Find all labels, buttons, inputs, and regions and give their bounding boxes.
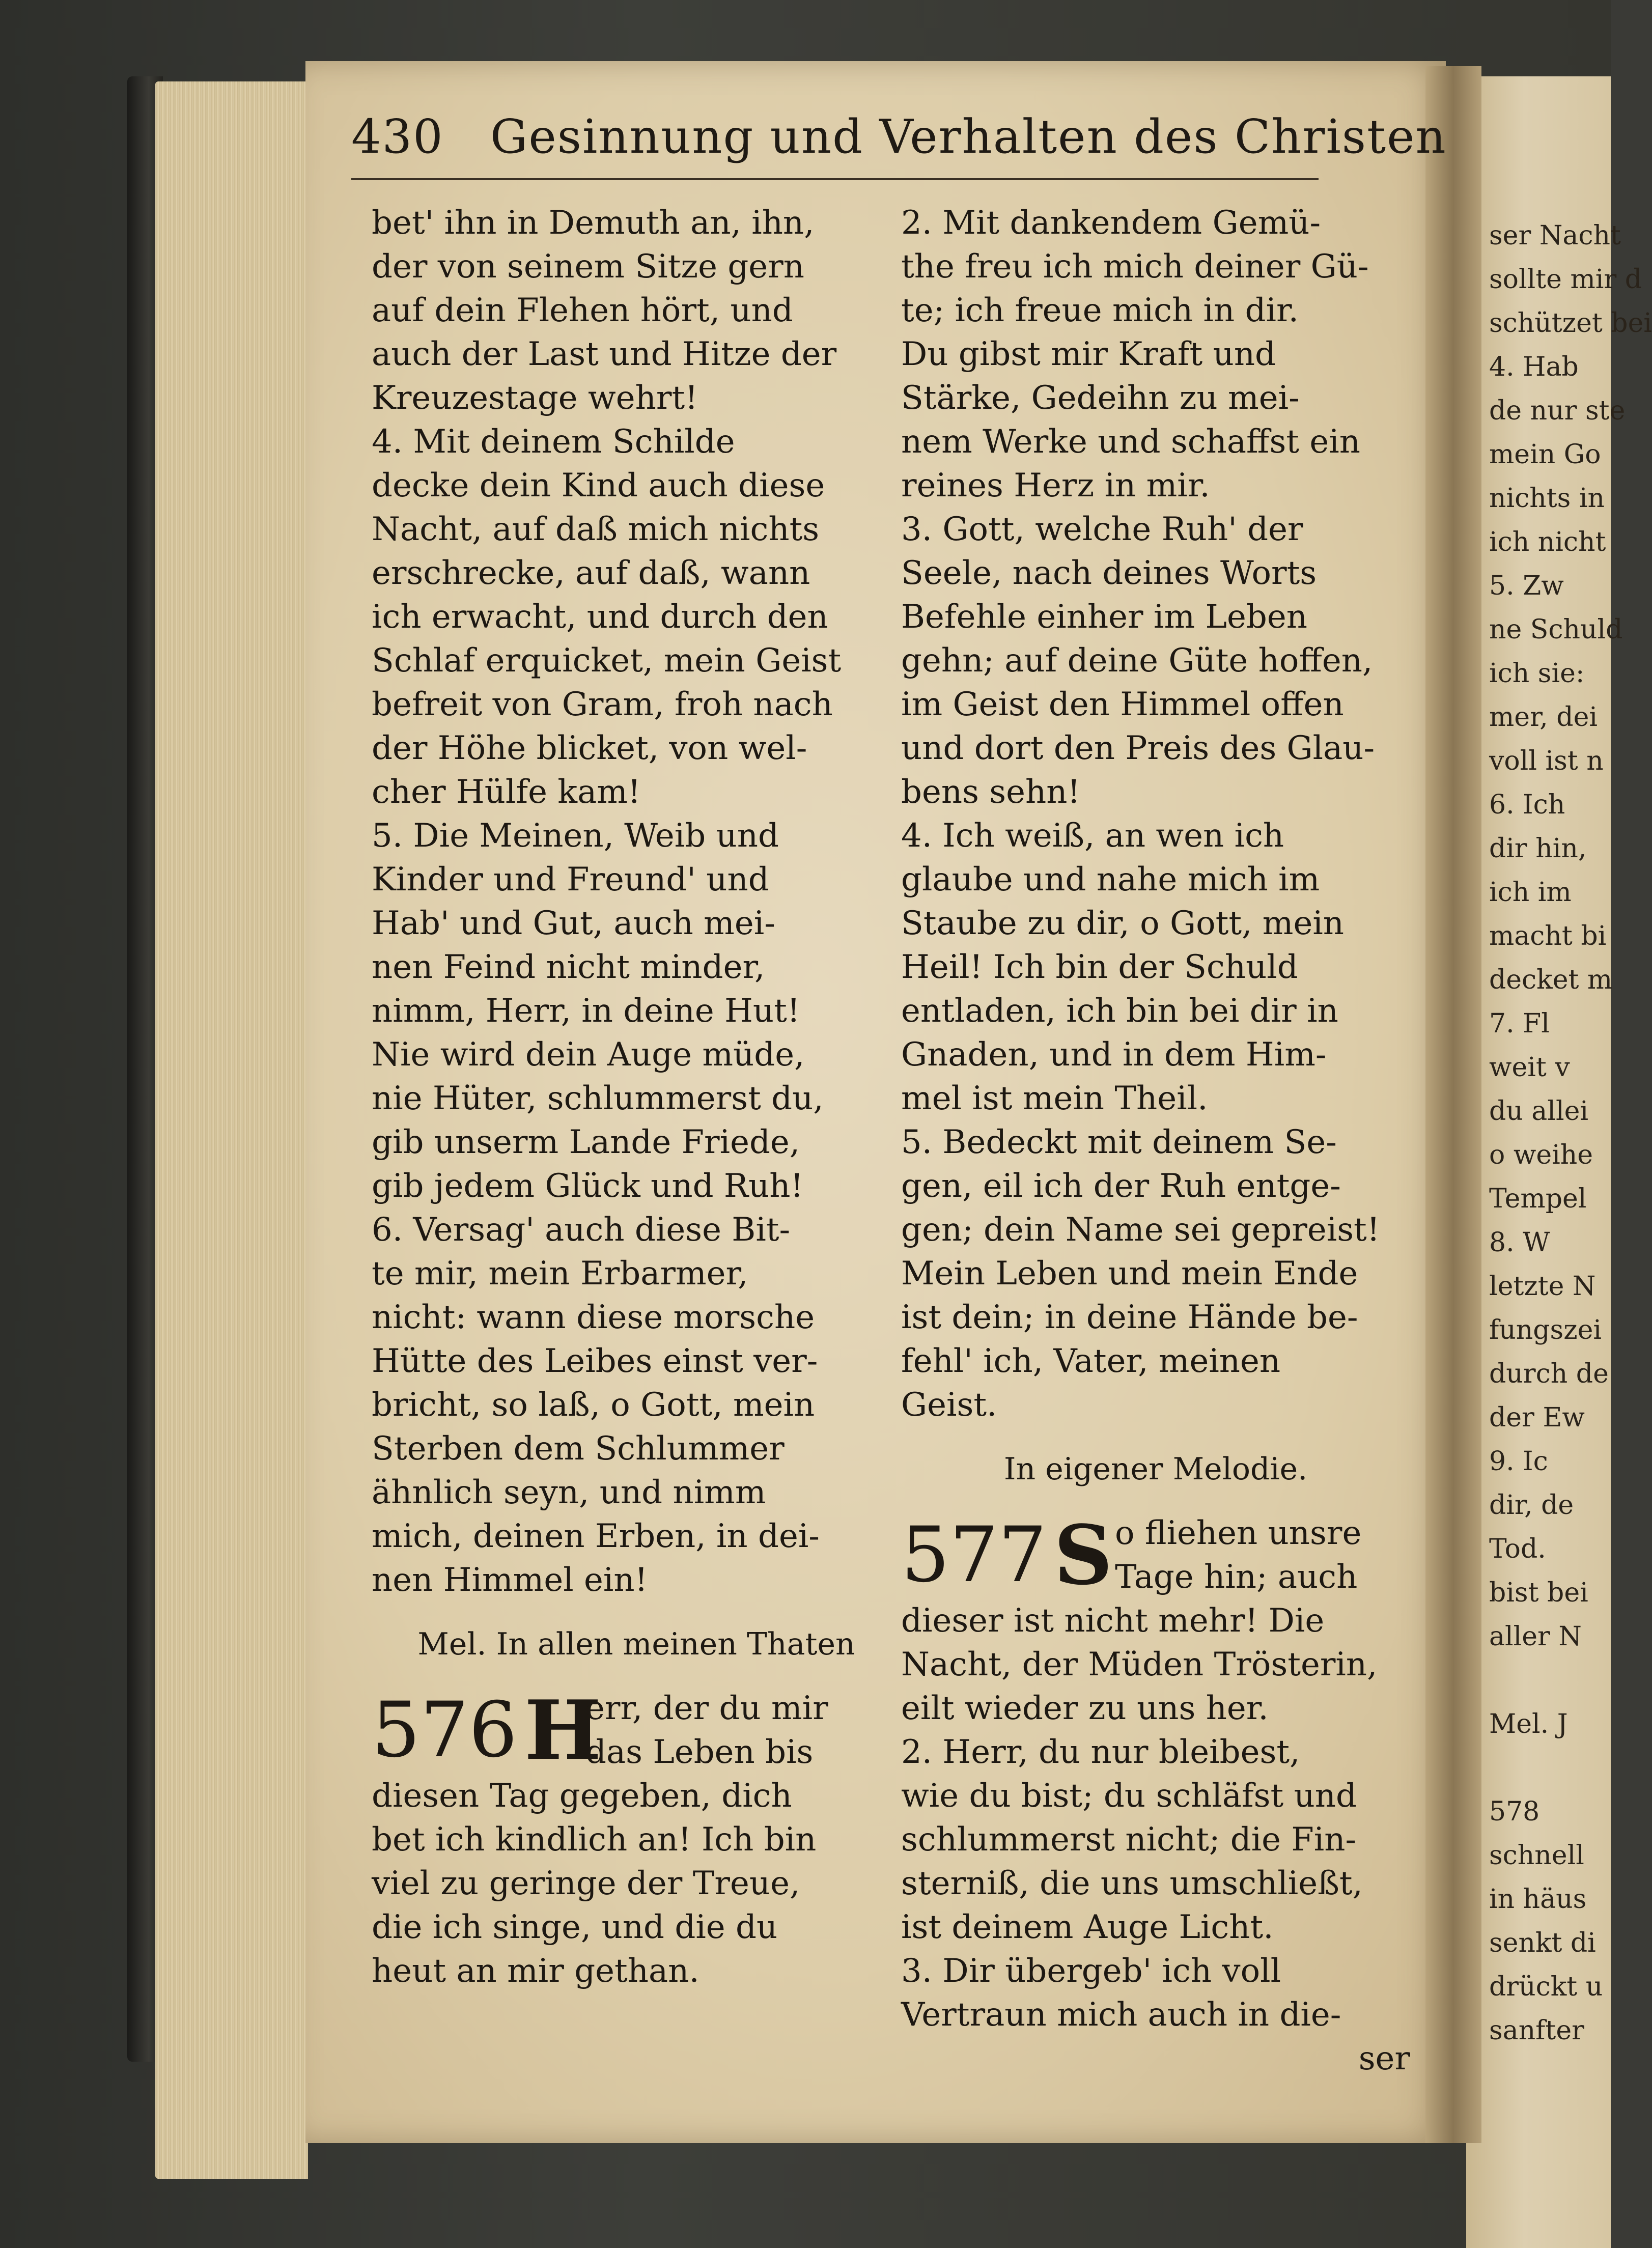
- text-line: ser Nacht: [1489, 220, 1621, 251]
- text-line: bet ich kindlich an! Ich bin: [372, 1821, 817, 1859]
- page-edges: [155, 81, 308, 2179]
- catchword: ser: [1358, 2040, 1410, 2077]
- text-line: durch de: [1489, 1359, 1609, 1389]
- text-line: mel ist mein Theil.: [901, 1080, 1208, 1117]
- right-column: [901, 201, 1410, 2081]
- text-line: schützet bei: [1489, 308, 1652, 339]
- text-line: weit v: [1489, 1052, 1570, 1083]
- text-line: das Leben bis: [585, 1733, 814, 1771]
- text-line: Befehle einher im Leben: [901, 598, 1307, 636]
- text-line: nicht: wann diese morsche: [372, 1299, 815, 1336]
- text-line: dieser ist nicht mehr! Die: [901, 1602, 1325, 1640]
- melody-note: In eigener Melodie.: [1003, 1451, 1308, 1487]
- hymn-number: 577: [901, 1511, 1047, 1599]
- text-line: Hab' und Gut, auch mei-: [372, 905, 775, 942]
- text-line: te mir, mein Erbarmer,: [372, 1255, 748, 1292]
- text-line: [1489, 1659, 1606, 1702]
- text-line: gehn; auf deine Güte hoffen,: [901, 642, 1373, 680]
- text-line: auf dein Flehen hört, und: [372, 292, 793, 329]
- hymn-number: 576: [372, 1686, 518, 1775]
- text-line: ich im: [1489, 877, 1572, 908]
- text-line: nie Hüter, schlummerst du,: [372, 1080, 824, 1117]
- text-line: befreit von Gram, froh nach: [372, 686, 833, 723]
- text-line: Mein Leben und mein Ende: [901, 1255, 1358, 1292]
- text-line: 2. Herr, du nur bleibest,: [901, 1733, 1300, 1771]
- text-line: nen Himmel ein!: [372, 1561, 648, 1599]
- text-line: Staube zu dir, o Gott, mein: [901, 905, 1344, 942]
- text-line: der von seinem Sitze gern: [372, 248, 804, 286]
- text-line: mer, dei: [1489, 702, 1598, 733]
- text-line: 4. Hab: [1489, 352, 1579, 382]
- text-line: Vertraun mich auch in die-: [901, 1996, 1341, 2034]
- text-line: Gnaden, und in dem Him-: [901, 1036, 1327, 1074]
- text-line: Schlaf erquicket, mein Geist: [372, 642, 842, 680]
- text-line: fungszei: [1489, 1315, 1602, 1345]
- text-line: gen; dein Name sei gepreist!: [901, 1211, 1380, 1249]
- text-line: decke dein Kind auch diese: [372, 467, 825, 504]
- text-line: sterniß, die uns umschließt,: [901, 1865, 1363, 1902]
- text-line: the freu ich mich deiner Gü-: [901, 248, 1369, 286]
- text-line: ähnlich seyn, und nimm: [372, 1474, 766, 1511]
- text-line: Tempel: [1489, 1184, 1587, 1214]
- text-line: Tage hin; auch: [1115, 1558, 1358, 1596]
- text-line: ich nicht: [1489, 527, 1606, 557]
- text-line: 8. W: [1489, 1227, 1550, 1258]
- hymn-577-opening: [901, 1507, 1410, 1603]
- text-line: ist deinem Auge Licht.: [901, 1908, 1274, 1946]
- text-line: Geist.: [901, 1386, 997, 1424]
- text-line: entladen, ich bin bei dir in: [901, 992, 1338, 1030]
- text-line: die ich singe, und die du: [372, 1908, 778, 1946]
- text-line: err, der du mir: [585, 1690, 828, 1727]
- text-line: ne Schuld: [1489, 614, 1623, 645]
- text-line: ich sie:: [1489, 658, 1585, 689]
- text-line: 6. Ich: [1489, 790, 1565, 820]
- text-line: Tod.: [1489, 1534, 1546, 1564]
- running-header: [351, 109, 1447, 176]
- text-line: gen, eil ich der Ruh entge-: [901, 1167, 1341, 1205]
- text-line: in häus: [1489, 1884, 1587, 1915]
- text-line: senkt di: [1489, 1928, 1596, 1958]
- text-line: diesen Tag gegeben, dich: [372, 1777, 792, 1815]
- text-line: viel zu geringe der Treue,: [372, 1865, 800, 1902]
- left-column-lines: [372, 201, 901, 1602]
- left-column: [372, 201, 901, 1993]
- text-line: Seele, nach deines Worts: [901, 554, 1317, 592]
- text-line: Du gibst mir Kraft und: [901, 335, 1276, 373]
- text-line: te; ich freue mich in dir.: [901, 292, 1299, 329]
- text-line: letzte N: [1489, 1271, 1596, 1302]
- book-gutter: [1425, 66, 1481, 2143]
- text-line: nimm, Herr, in deine Hut!: [372, 992, 800, 1030]
- hymn-576: [372, 1682, 901, 1993]
- text-line: Hütte des Leibes einst ver-: [372, 1342, 818, 1380]
- text-line: nen Feind nicht minder,: [372, 948, 765, 986]
- text-line: 3. Gott, welche Ruh' der: [901, 511, 1303, 548]
- text-line: 6. Versag' auch diese Bit-: [372, 1211, 791, 1249]
- text-line: im Geist den Himmel offen: [901, 686, 1344, 723]
- text-line: reines Herz in mir.: [901, 467, 1210, 504]
- text-line: Mel. J: [1489, 1709, 1568, 1739]
- text-line: Heil! Ich bin der Schuld: [901, 948, 1298, 986]
- text-line: 4. Mit deinem Schilde: [372, 423, 735, 461]
- text-line: gib jedem Glück und Ruh!: [372, 1167, 804, 1205]
- text-line: o weihe: [1489, 1140, 1593, 1170]
- text-line: gib unserm Lande Friede,: [372, 1123, 800, 1161]
- text-line: Nacht, der Müden Trösterin,: [901, 1646, 1378, 1683]
- text-line: 2. Mit dankendem Gemü-: [901, 204, 1321, 242]
- text-line: nichts in: [1489, 483, 1605, 514]
- text-line: wie du bist; du schläfst und: [901, 1777, 1357, 1815]
- text-line: Nie wird dein Auge müde,: [372, 1036, 805, 1074]
- text-line: der Ew: [1489, 1402, 1585, 1433]
- text-line: dir hin,: [1489, 833, 1587, 864]
- text-line: 5. Zw: [1489, 571, 1564, 601]
- melody-note: Mel. In allen meinen Thaten: [417, 1626, 855, 1662]
- text-line: bet' ihn in Demuth an, ihn,: [372, 204, 815, 242]
- text-line: 578: [1489, 1796, 1540, 1827]
- header-rule: [351, 178, 1319, 180]
- text-line: und dort den Preis des Glau-: [901, 729, 1375, 767]
- text-line: bricht, so laß, o Gott, mein: [372, 1386, 815, 1424]
- text-line: 7. Fl: [1489, 1008, 1550, 1039]
- text-line: de nur ste: [1489, 396, 1626, 426]
- hymn-577: [901, 1507, 1410, 2081]
- text-line: heut an mir gethan.: [372, 1952, 699, 1990]
- text-line: voll ist n: [1489, 746, 1604, 776]
- page-number: 430: [351, 109, 444, 164]
- text-line: Stärke, Gedeihn zu mei-: [901, 379, 1300, 417]
- text-line: auch der Last und Hitze der: [372, 335, 837, 373]
- text-line: glaube und nahe mich im: [901, 861, 1320, 898]
- text-line: schlummerst nicht; die Fin-: [901, 1821, 1357, 1859]
- text-line: 5. Bedeckt mit deinem Se-: [901, 1123, 1337, 1161]
- running-title: Gesinnung und Verhalten des Christen: [490, 109, 1447, 164]
- text-line: der Höhe blicket, von wel-: [372, 729, 807, 767]
- text-line: schnell: [1489, 1840, 1584, 1871]
- drop-initial: H: [524, 1682, 602, 1778]
- text-line: 5. Die Meinen, Weib und: [372, 817, 779, 855]
- hymn-576-opening: [372, 1682, 901, 1778]
- text-line: nem Werke und schaffst ein: [901, 423, 1360, 461]
- hymn-576-lines: [372, 1774, 901, 1993]
- text-line: sollte mir d: [1489, 264, 1642, 295]
- text-line: drückt u: [1489, 1972, 1603, 2002]
- text-line: erschrecke, auf daß, wann: [372, 554, 810, 592]
- hymn-576-first-lines: [585, 1687, 901, 1774]
- text-line: o fliehen unsre: [1115, 1514, 1362, 1552]
- text-line: mein Go: [1489, 439, 1601, 470]
- text-line: 4. Ich weiß, an wen ich: [901, 817, 1284, 855]
- drop-initial: S: [1054, 1507, 1113, 1603]
- text-line: mich, deinen Erben, in dei-: [372, 1518, 820, 1555]
- text-line: bist bei: [1489, 1578, 1588, 1608]
- hymn-577-lines: [901, 1599, 1410, 2037]
- text-line: bens sehn!: [901, 773, 1081, 811]
- text-line: Sterben dem Schlummer: [372, 1430, 785, 1468]
- text-line: eilt wieder zu uns her.: [901, 1690, 1269, 1727]
- text-line: 3. Dir übergeb' ich voll: [901, 1952, 1281, 1990]
- text-line: aller N: [1489, 1621, 1582, 1652]
- text-line: [1489, 1746, 1606, 1790]
- text-line: cher Hülfe kam!: [372, 773, 641, 811]
- hymn-577-first-lines: [1115, 1511, 1410, 1599]
- text-line: ist dein; in deine Hände be-: [901, 1299, 1358, 1336]
- next-page-text-edge: [1489, 214, 1652, 2053]
- text-line: 9. Ic: [1489, 1446, 1548, 1477]
- text-line: dir, de: [1489, 1490, 1574, 1521]
- text-line: decket m: [1489, 965, 1613, 995]
- text-line: Nacht, auf daß mich nichts: [372, 511, 820, 548]
- right-column-lines: [901, 201, 1410, 1427]
- text-line: du allei: [1489, 1096, 1588, 1127]
- text-line: ich erwacht, und durch den: [372, 598, 828, 636]
- text-line: Kreuzestage wehrt!: [372, 379, 698, 417]
- text-line: sanfter: [1489, 2015, 1584, 2046]
- text-line: fehl' ich, Vater, meinen: [901, 1342, 1281, 1380]
- text-line: macht bi: [1489, 921, 1607, 951]
- text-line: Kinder und Freund' und: [372, 861, 769, 898]
